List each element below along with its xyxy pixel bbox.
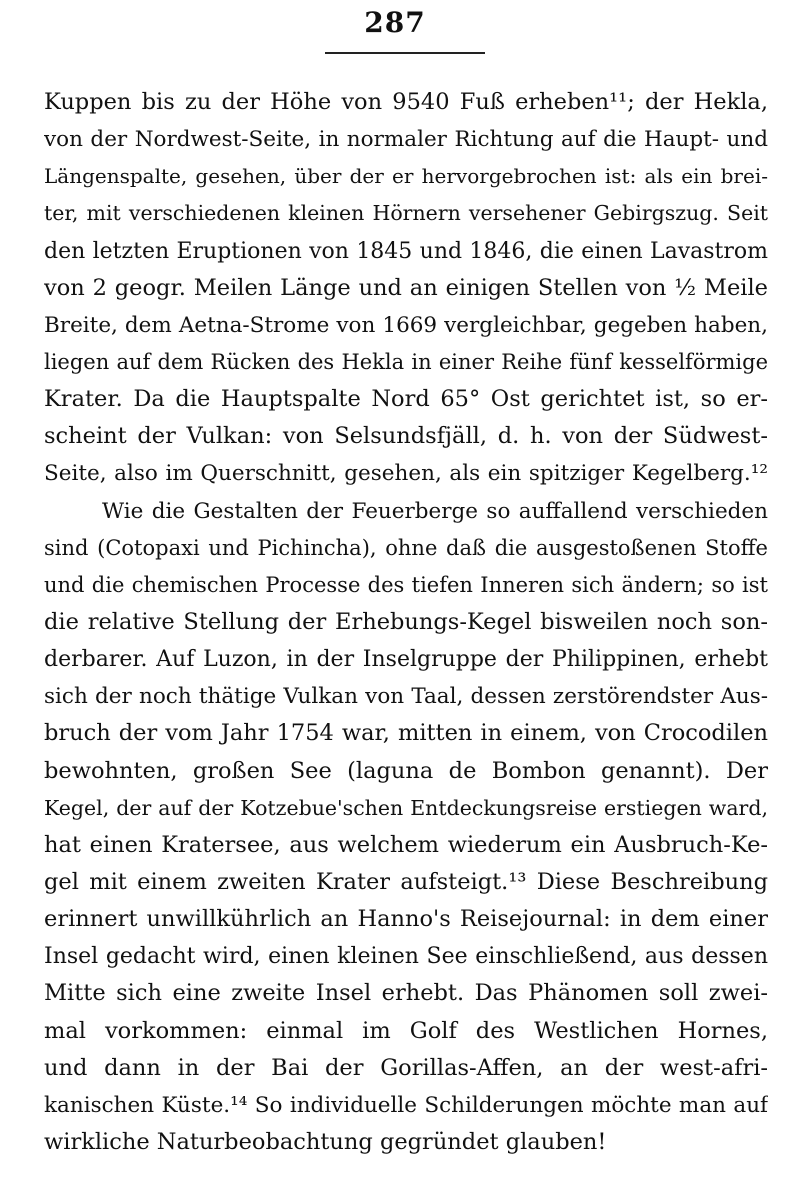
text-line: Kegel, der auf der Kotzebue'schen Entdeckungsreise erstiegen ward, [44, 795, 768, 820]
text-line: sich der noch thätige Vulkan von Taal, dessen zerstörendster Aus- [44, 684, 768, 710]
text-line: Krater. Da die Hauptspalte Nord 65° Ost gerichtet ist, so er- [44, 386, 768, 413]
text-line: Insel gedacht wird, einen kleinen See einschließend, aus dessen [44, 944, 768, 970]
text-line: die relative Stellung der Erhebungs-Kegel bisweilen noch son- [44, 608, 768, 635]
text-line: von der Nordwest-Seite, in normaler Richtung auf die Haupt- und [44, 127, 768, 153]
text-line: mal vorkommen: einmal im Golf des Westlichen Hornes, [44, 1017, 768, 1044]
text-line: kanischen Küste.¹⁴ So individuelle Schilderungen möchte man auf [44, 1092, 768, 1118]
text-line: derbarer. Auf Luzon, in der Inselgruppe der Philippinen, erhebt [44, 647, 768, 673]
text-line: Seite, also im Querschnitt, gesehen, als ein spitziger Kegelberg.¹² [44, 461, 768, 487]
text-line: sind (Cotopaxi und Pichincha), ohne daß die ausgestoßenen Stoffe [44, 535, 768, 560]
text-line: erinnert unwillkührlich an Hanno's Reisejournal: in dem einer [44, 906, 768, 933]
text-line: bewohnten, großen See (laguna de Bombon genannt). Der [44, 757, 768, 784]
text-line: von 2 geogr. Meilen Länge und an einigen Stellen von ½ Meile [44, 274, 768, 301]
page-number: 287 [364, 6, 426, 39]
text-line: und die chemischen Processe des tiefen Inneren sich ändern; so ist [44, 572, 768, 597]
text-line: hat einen Kratersee, aus welchem wiederum ein Ausbruch-Ke- [44, 831, 768, 858]
paragraph-start-line: Wie die Gestalten der Feuerberge so auffallend verschieden [102, 498, 768, 524]
text-line: Längenspalte, gesehen, über der er hervorgebrochen ist: als ein brei- [44, 164, 768, 189]
text-line: Breite, dem Aetna-Strome von 1669 vergleichbar, gegeben haben, [44, 312, 768, 338]
header-rule [325, 52, 485, 54]
text-line: Kuppen bis zu der Höhe von 9540 Fuß erheben¹¹; der Hekla, [44, 89, 768, 115]
text-line: und dann in der Bai der Gorillas-Affen, an der west-afri- [44, 1054, 768, 1081]
text-line: scheint der Vulkan: von Selsundsfjäll, d. h. von der Südwest- [44, 423, 768, 450]
text-line: liegen auf dem Rücken des Hekla in einer Reihe fünf kesselförmige [44, 349, 768, 374]
text-line: gel mit einem zweiten Krater aufsteigt.¹³ Diese Beschreibung [44, 868, 768, 895]
text-line: bruch der vom Jahr 1754 war, mitten in einem, von Crocodilen [44, 720, 768, 747]
body-text [44, 84, 768, 1161]
text-line: den letzten Eruptionen von 1845 und 1846, die einen Lavastrom [44, 238, 768, 264]
text-line: Mitte sich eine zweite Insel erhebt. Das Phänomen soll zwei- [44, 980, 768, 1007]
text-line: ter, mit verschiedenen kleinen Hörnern versehener Gebirgszug. Seit [44, 201, 768, 226]
text-line: wirkliche Naturbeobachtung gegründet glauben! [44, 1128, 607, 1155]
